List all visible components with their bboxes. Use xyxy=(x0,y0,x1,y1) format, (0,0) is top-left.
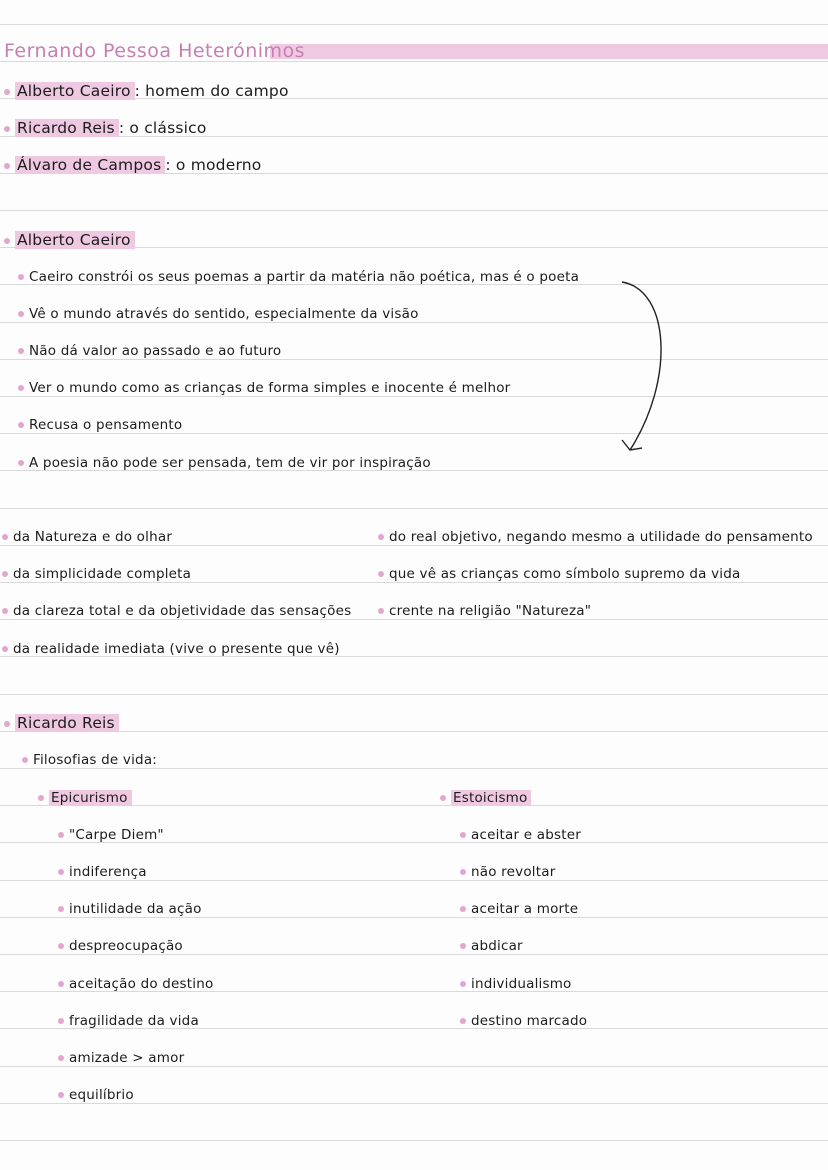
heteronym-desc: : o moderno xyxy=(165,156,262,174)
curved-arrow-icon xyxy=(600,260,670,460)
caeiro-right-item: do real objetivo, negando mesmo a utilidade do pensamento xyxy=(378,527,813,547)
caeiro-right-item: que vê as crianças como símbolo supremo da vida xyxy=(378,564,740,584)
estoicismo-label: Estoicismo xyxy=(451,790,531,806)
heteronym-desc: : homem do campo xyxy=(134,82,289,100)
epicurismo-item: equilíbrio xyxy=(58,1085,134,1105)
ruled-line xyxy=(0,731,828,732)
heteronym-name: Ricardo Reis xyxy=(15,119,119,137)
epicurismo-item: indiferença xyxy=(58,862,147,882)
epicurismo-item: inutilidade da ação xyxy=(58,899,202,919)
section-heading-reis xyxy=(4,713,119,733)
caeiro-point: Recusa o pensamento xyxy=(18,415,182,435)
epicurismo-item: aceitação do destino xyxy=(58,974,213,994)
epicurismo-heading xyxy=(38,788,132,808)
ruled-line xyxy=(0,24,828,25)
section-heading-caeiro xyxy=(4,230,135,250)
epicurismo-item: fragilidade da vida xyxy=(58,1011,199,1031)
caeiro-point: Ver o mundo como as crianças de forma simples e inocente é melhor xyxy=(18,378,510,398)
overview-item xyxy=(4,81,289,101)
caeiro-left-item: da simplicidade completa xyxy=(2,564,191,584)
ruled-line xyxy=(0,508,828,509)
reis-subheading: Filosofias de vida: xyxy=(22,750,157,770)
estoicismo-item: destino marcado xyxy=(460,1011,587,1031)
estoicismo-item: individualismo xyxy=(460,974,572,994)
estoicismo-item: não revoltar xyxy=(460,862,555,882)
caeiro-point: Caeiro constrói os seus poemas a partir da matéria não poética, mas é o poeta xyxy=(18,267,579,287)
page-title: Fernando Pessoa Heterónimos xyxy=(4,40,306,62)
estoicismo-item: abdicar xyxy=(460,936,523,956)
ruled-line xyxy=(0,1140,828,1141)
heteronym-name: Alberto Caeiro xyxy=(15,82,135,100)
epicurismo-label: Epicurismo xyxy=(49,790,132,806)
epicurismo-item: despreocupação xyxy=(58,936,183,956)
caeiro-right-item: crente na religião "Natureza" xyxy=(378,601,591,621)
title-highlight-bar xyxy=(270,44,828,59)
epicurismo-item: "Carpe Diem" xyxy=(58,825,164,845)
caeiro-left-item: da realidade imediata (vive o presente que vê) xyxy=(2,639,340,659)
ruled-line xyxy=(0,694,828,695)
caeiro-left-item: da clareza total e da objetividade das sensações xyxy=(2,601,351,621)
caeiro-point: Vê o mundo através do sentido, especialmente da visão xyxy=(18,304,419,324)
overview-item xyxy=(4,155,261,175)
overview-item xyxy=(4,118,207,138)
estoicismo-heading xyxy=(440,788,531,808)
heteronym-desc: : o clássico xyxy=(118,119,207,137)
epicurismo-item: amizade > amor xyxy=(58,1048,184,1068)
caeiro-point: A poesia não pode ser pensada, tem de vir por inspiração xyxy=(18,453,431,473)
ruled-line xyxy=(0,210,828,211)
heteronym-name: Álvaro de Campos xyxy=(15,156,165,174)
section-heading-text: Ricardo Reis xyxy=(15,714,119,732)
caeiro-point: Não dá valor ao passado e ao futuro xyxy=(18,341,281,361)
section-heading-text: Alberto Caeiro xyxy=(15,231,135,249)
estoicismo-item: aceitar e abster xyxy=(460,825,581,845)
estoicismo-item: aceitar a morte xyxy=(460,899,578,919)
caeiro-left-item: da Natureza e do olhar xyxy=(2,527,172,547)
